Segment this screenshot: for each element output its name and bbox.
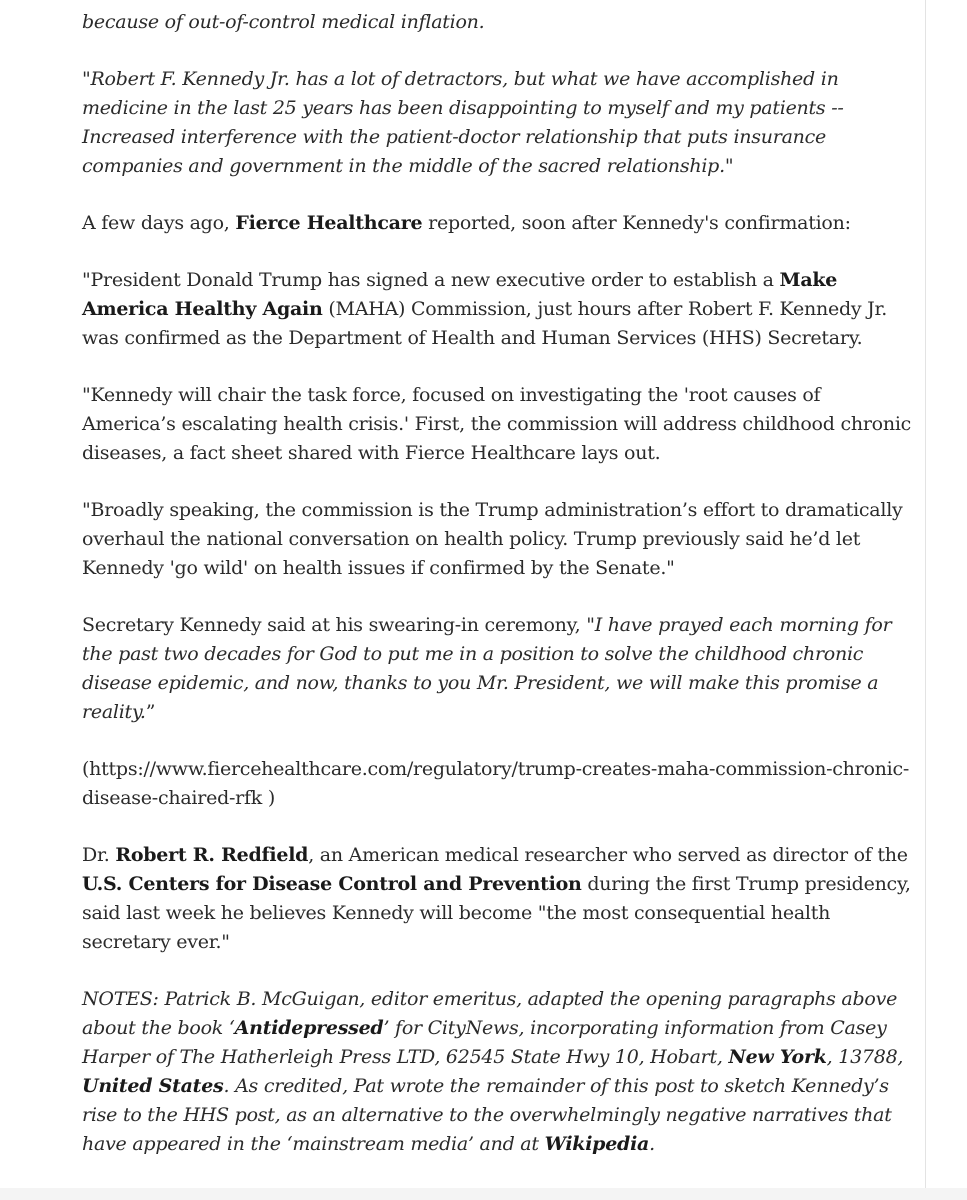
text-span: , 13788,	[826, 1046, 904, 1068]
article-body	[82, 8, 912, 1159]
bottom-edge	[0, 1188, 967, 1200]
place-new-york: New York	[728, 1046, 827, 1068]
source-url: (https://www.fiercehealthcare.com/regulatory/trump-creates-maha-commission-chronic-disease-chaired-rfk )	[82, 758, 910, 809]
text-span: reported, soon after Kennedy's confirmation:	[422, 212, 851, 234]
maha-commission-name: Make America Healthy Again	[82, 269, 838, 320]
link-wikipedia[interactable]: Wikipedia	[544, 1133, 650, 1155]
text-span: ”	[145, 701, 156, 723]
book-title-antidepressed: Antidepressed	[234, 1017, 384, 1039]
place-united-states: United States	[82, 1075, 224, 1097]
text-span: Secretary Kennedy said at his swearing-in ceremony, "	[82, 614, 595, 636]
paragraph-fierce-healthcare	[82, 209, 912, 238]
quote-paragraph-broadly-speaking: "Broadly speaking, the commission is the Trump administration’s effort to dramatically overhaul the national conversation on health policy. Trump previously said he’d let Kennedy 'go wild' on health issues if confirmed by the Senate."	[82, 499, 903, 579]
quote-paragraph-detractors: "Robert F. Kennedy Jr. has a lot of detractors, but what we have accomplished in medicine in the last 25 years has been disappointing to myself and my patients -- Increased interference with the patient-doctor relationship that puts insurance companies and government in the middle of the sacred relationship."	[82, 68, 844, 177]
text-span: .	[649, 1133, 655, 1155]
text-span: during the first Trump presidency, said last week he believes Kennedy will become "the most consequential health secretary ever."	[82, 873, 911, 953]
quote-paragraph-task-force: "Kennedy will chair the task force, focused on investigating the 'root causes of America’s escalating health crisis.' First, the commission will address childhood chronic diseases, a fact sheet shared with Fierce Healthcare lays out.	[82, 384, 912, 464]
text-span: . As credited, Pat wrote the remainder of this post to sketch Kennedy’s rise to the HHS post, as an alternative to the overwhelmingly negative narratives that have appeared in the ‘mainstream media’ and at	[82, 1075, 892, 1155]
paragraph-swearing-in	[82, 611, 912, 727]
agency-name-cdc: U.S. Centers for Disease Control and Prevention	[82, 873, 582, 895]
paragraph-redfield	[82, 841, 912, 957]
text-span: , an American medical researcher who served as director of the	[308, 844, 908, 866]
text-span: ’ for CityNews, incorporating information from Casey Harper of The Hatherleigh Press LTD, 62545 State Hwy 10, Hobart,	[82, 1017, 887, 1068]
text-span: NOTES: Patrick B. McGuigan, editor emeritus, adapted the opening paragraphs above about the book ‘	[82, 988, 898, 1039]
text-span: (MAHA) Commission, just hours after Robert F. Kennedy Jr. was confirmed as the Department of Health and Human Services (HHS) Secretary.	[82, 298, 888, 349]
kennedy-quote: I have prayed each morning for the past two decades for God to put me in a position to solve the childhood chronic disease epidemic, and now, thanks to you Mr. President, we will make this promise a reality.	[82, 614, 892, 723]
source-name-fierce-healthcare: Fierce Healthcare	[235, 212, 423, 234]
quote-paragraph-executive-order	[82, 266, 912, 353]
page-right-border	[925, 0, 926, 1188]
text-span: Dr.	[82, 844, 116, 866]
notes-paragraph	[82, 985, 912, 1159]
person-name-redfield: Robert R. Redfield	[115, 844, 309, 866]
text-span: A few days ago,	[82, 212, 236, 234]
paragraph-continuation: because of out-of-control medical inflation.	[82, 11, 485, 33]
text-span: "President Donald Trump has signed a new executive order to establish a	[82, 269, 780, 291]
